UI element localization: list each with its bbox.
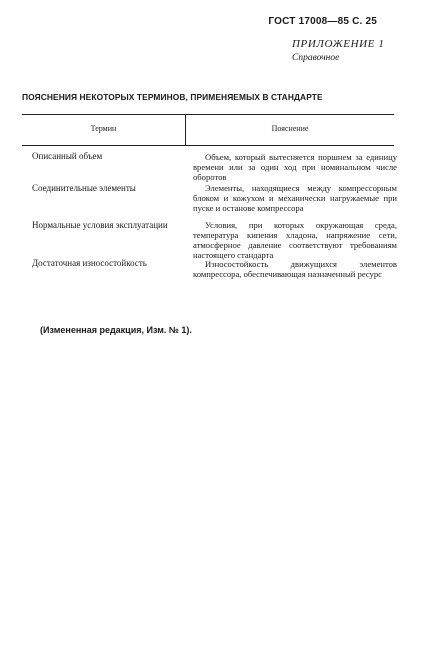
table-header-rule xyxy=(22,145,394,146)
column-header-explanation: Пояснение xyxy=(271,124,309,133)
column-header-term: Термин xyxy=(90,124,117,133)
explanation-cell: Элементы, находящиеся между компрессорным блоком и кожухом и механически нагружаемые при пуске и останове компрессора xyxy=(193,183,397,213)
amendment-note: (Измененная редакция, Изм. № 1). xyxy=(40,325,192,335)
explanation-cell: Условия, при которых окружающая среда, температура кипения хладона, напряжение сети, атмосферное давление соответствуют требованиям настоящего стандарта xyxy=(193,220,397,260)
term-cell: Соединительные элементы xyxy=(32,183,136,193)
document-title: ПОЯСНЕНИЯ НЕКОТОРЫХ ТЕРМИНОВ, ПРИМЕНЯЕМЫХ В СТАНДАРТЕ xyxy=(22,92,323,102)
appendix-label: ПРИЛОЖЕНИЕ 1 xyxy=(292,38,385,50)
explanation-cell: Износостойкость движущихся элементов компрессора, обеспечивающая назначенный ресурс xyxy=(193,259,397,279)
term-cell: Достаточная износостойкость xyxy=(32,258,147,268)
term-cell: Описанный объем xyxy=(32,151,103,161)
reference-label: Справочное xyxy=(292,53,340,63)
standard-reference: ГОСТ 17008—85 С. 25 xyxy=(268,16,377,27)
explanation-cell: Объем, который вытесняется поршнем за единицу времени или за один ход при номинальном числе оборотов xyxy=(193,152,397,182)
term-cell: Нормальные условия эксплуатации xyxy=(32,220,168,230)
table-top-rule xyxy=(22,114,394,115)
